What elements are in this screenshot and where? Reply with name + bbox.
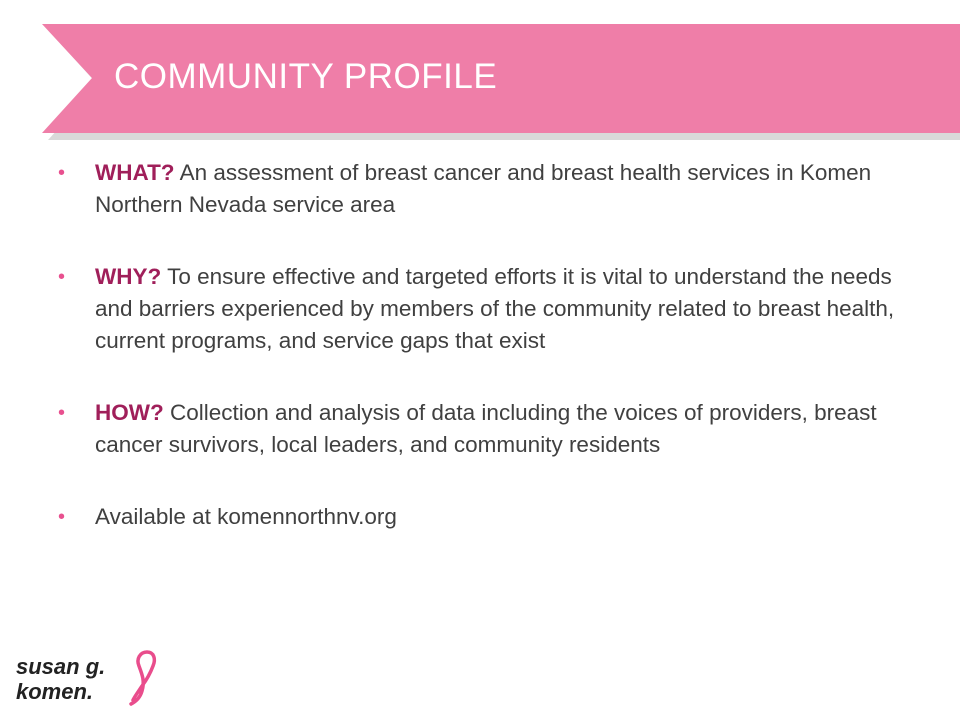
bullet-what <box>58 157 908 221</box>
bullet-lead: WHAT? <box>95 160 175 185</box>
bullet-dot-icon: • <box>58 506 66 528</box>
logo-line-1: susan g. <box>16 654 106 679</box>
bullet-lead: WHY? <box>95 264 162 289</box>
bullet-text: To ensure effective and targeted efforts it is vital to understand the needs and barriers experienced by members of the community related to breast health, current programs, and service gaps that exist <box>95 264 895 353</box>
bullet-text: Collection and analysis of data including the voices of providers, breast cancer survivors, local leaders, and community residents <box>95 400 877 457</box>
susan-g-komen-logo <box>14 644 164 708</box>
bullet-dot-icon: • <box>58 266 66 288</box>
bullet-available <box>58 501 908 533</box>
pink-ribbon-icon <box>131 652 154 704</box>
bullet-dot-icon: • <box>58 402 66 424</box>
bullet-dot-icon: • <box>58 162 66 184</box>
logo-line-2: komen. <box>16 679 94 704</box>
bullet-list <box>58 157 908 533</box>
slide-title: COMMUNITY PROFILE <box>114 57 498 96</box>
bullet-how <box>58 397 908 461</box>
bullet-text: An assessment of breast cancer and breast health services in Komen Northern Nevada service area <box>95 160 872 217</box>
bullet-text: Available at komennorthnv.org <box>95 504 397 529</box>
bullet-why <box>58 261 908 357</box>
bullet-lead: HOW? <box>95 400 164 425</box>
